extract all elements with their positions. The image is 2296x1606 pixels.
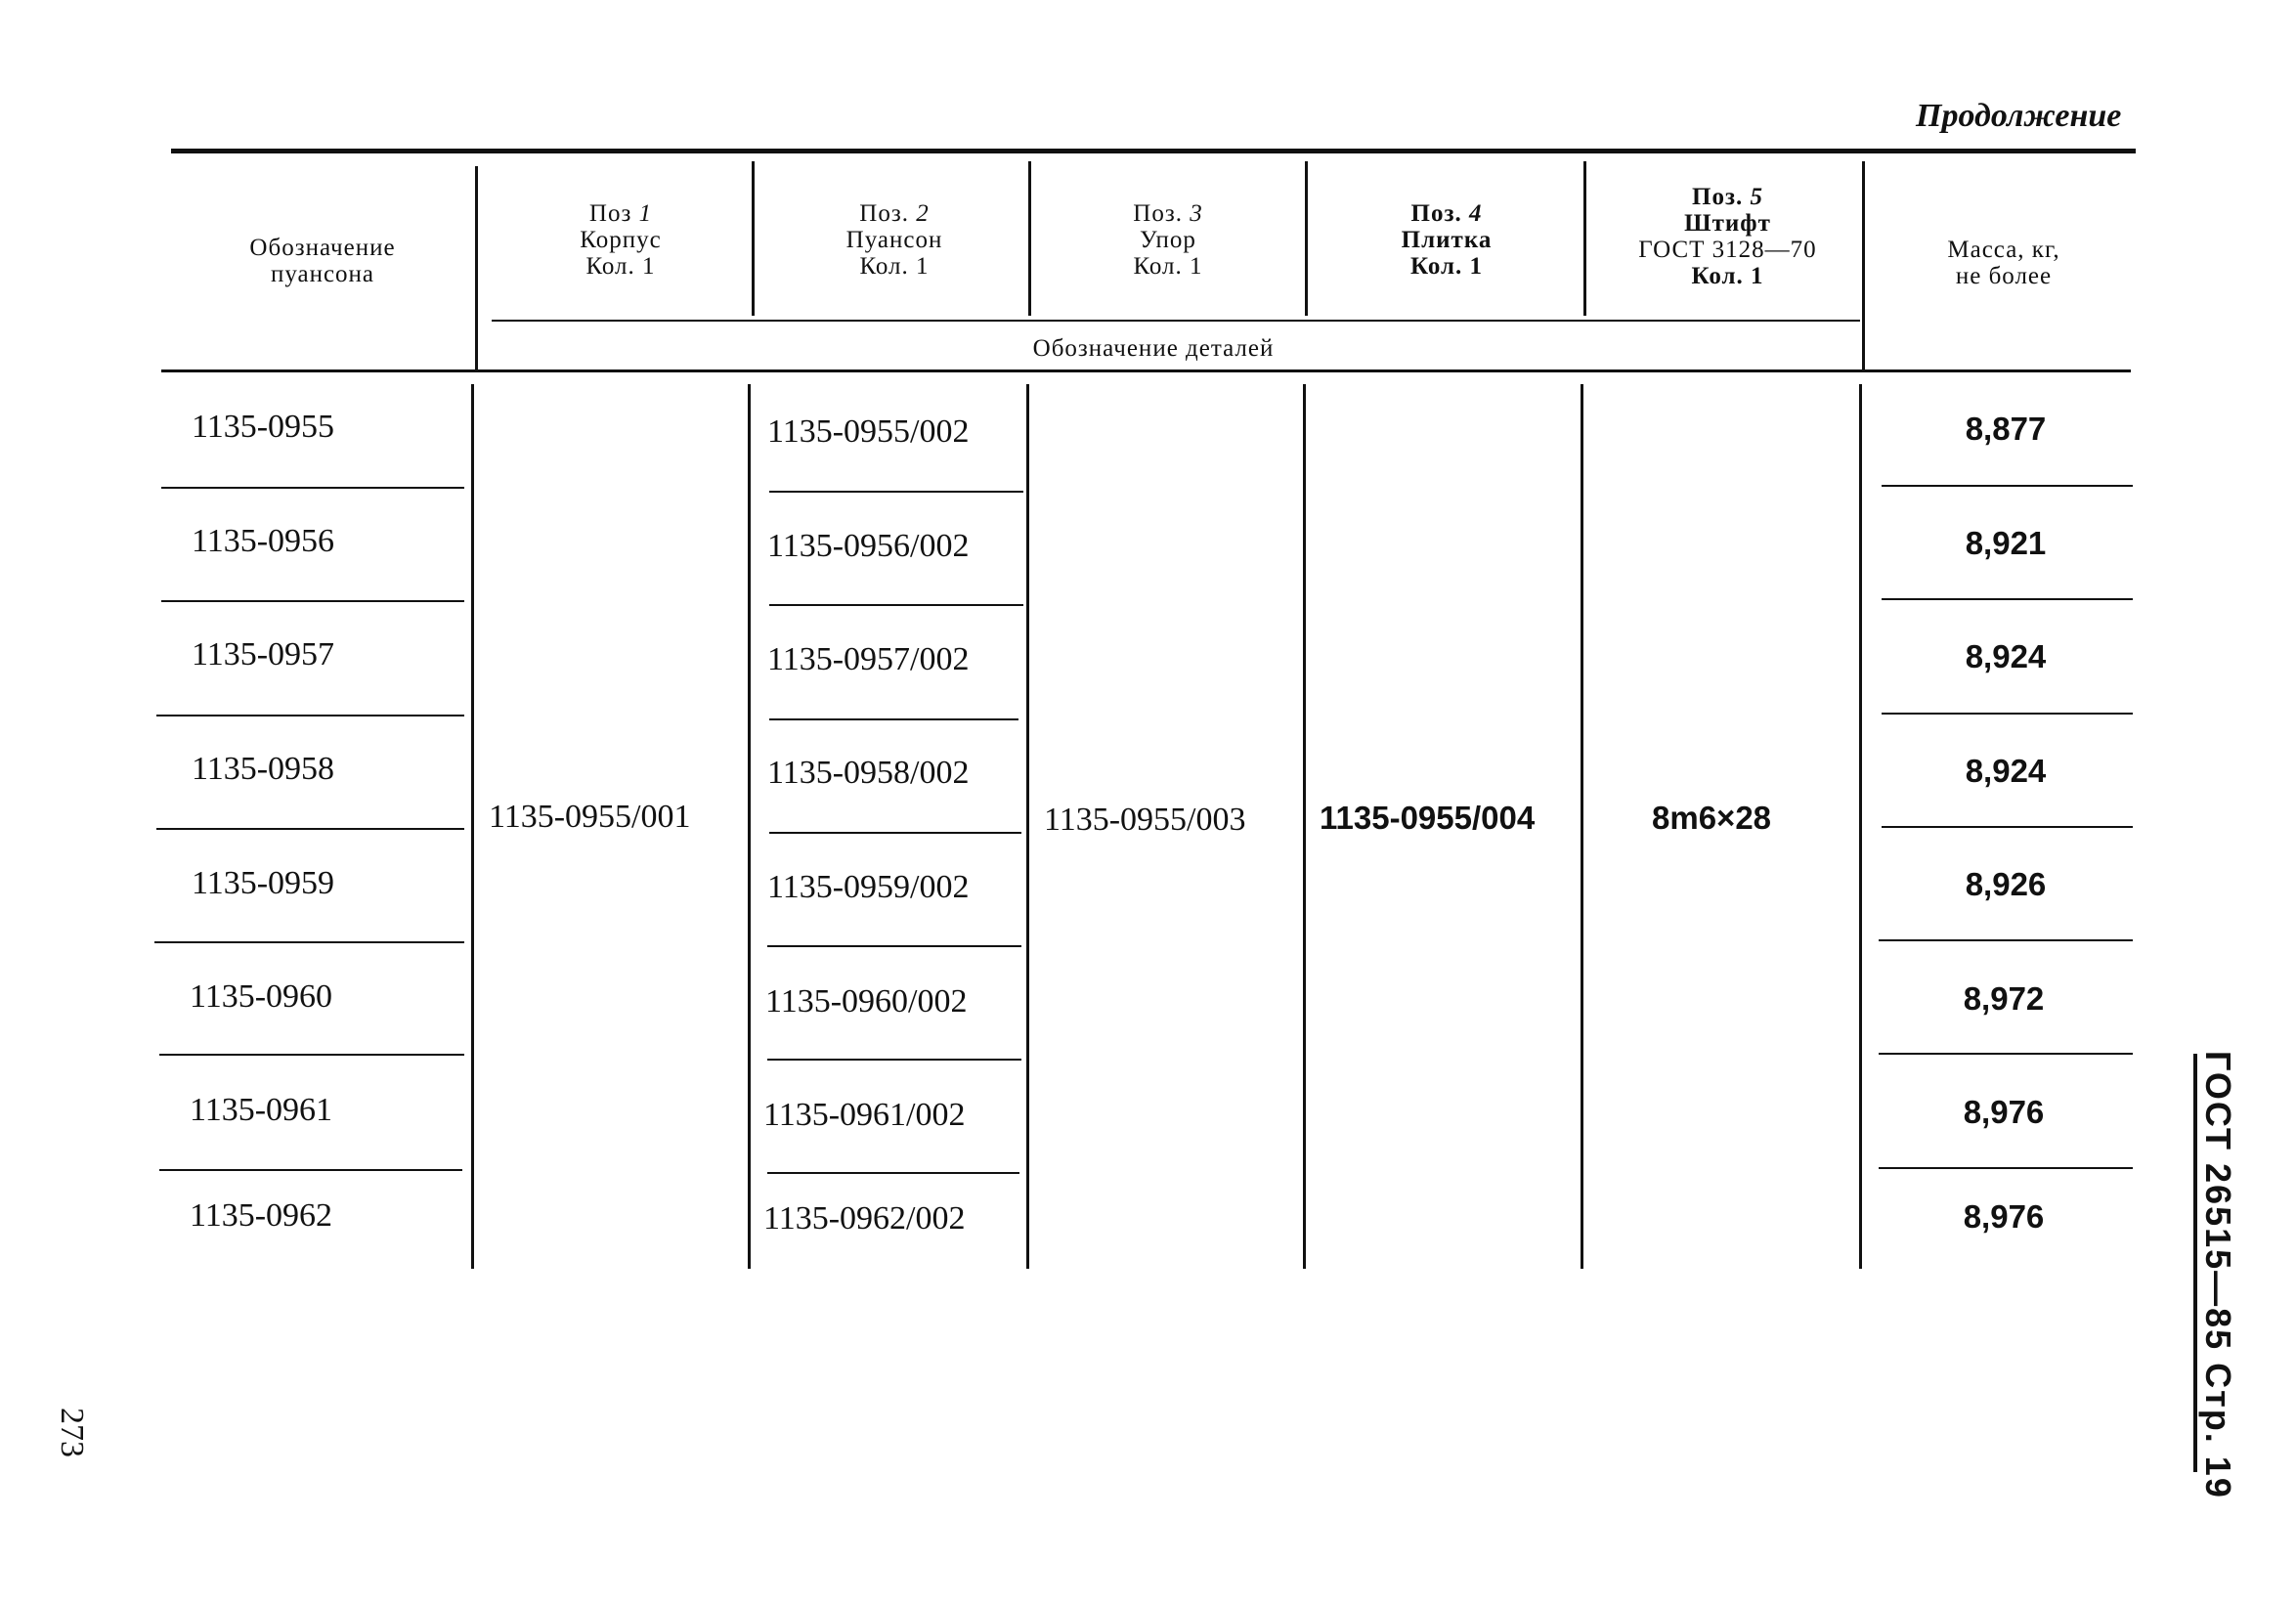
header-pos4 bbox=[1324, 200, 1569, 280]
header-divider-1 bbox=[475, 166, 478, 369]
body-divider-3 bbox=[1026, 384, 1029, 1269]
header-pos3 bbox=[1046, 200, 1290, 280]
header-designation-line1: Обозначение bbox=[249, 235, 396, 261]
punch-row-rule bbox=[156, 715, 464, 716]
punch-row-rule bbox=[159, 1169, 462, 1171]
punch-designation: 1135-0960 bbox=[190, 978, 333, 1015]
pos2-designation: 1135-0960/002 bbox=[765, 983, 968, 1020]
body-divider-5 bbox=[1581, 384, 1583, 1269]
header-designation-line2: пуансона bbox=[270, 261, 375, 287]
side-label-rule bbox=[2193, 1054, 2197, 1472]
header-mass-line2: не более bbox=[1955, 263, 2053, 289]
pos3-designation: 1135-0955/003 bbox=[1044, 802, 1246, 838]
pos2-designation: 1135-0955/002 bbox=[767, 413, 970, 450]
mass-value: 8,976 bbox=[1963, 1198, 2045, 1235]
punch-row-rule bbox=[156, 828, 464, 830]
header-pos1-name: Корпус bbox=[580, 227, 662, 253]
mass-value: 8,921 bbox=[1965, 525, 2047, 561]
header-pos4-qty: Кол. 1 bbox=[1409, 253, 1484, 280]
mass-row-rule bbox=[1879, 939, 2133, 941]
header-divider-5 bbox=[1583, 161, 1586, 316]
mass-row-rule bbox=[1879, 1167, 2133, 1169]
pos4-designation: 1135-0955/004 bbox=[1320, 800, 1536, 836]
pos2-row-rule bbox=[769, 832, 1021, 834]
header-pos5-title: Поз. 5 bbox=[1692, 184, 1763, 210]
pos2-designation: 1135-0956/002 bbox=[767, 528, 970, 564]
mass-value: 8,976 bbox=[1963, 1094, 2045, 1130]
mass-value: 8,926 bbox=[1965, 866, 2047, 902]
table-top-rule bbox=[171, 149, 2136, 153]
header-bottom-rule bbox=[161, 369, 2131, 372]
header-divider-4 bbox=[1305, 161, 1308, 316]
punch-row-rule bbox=[154, 941, 464, 943]
pos2-designation: 1135-0959/002 bbox=[767, 869, 970, 905]
header-divider-2 bbox=[752, 161, 755, 316]
header-pos4-title: Поз. 4 bbox=[1410, 200, 1483, 227]
side-standard-text: ГОСТ 26515—85 Стр. 19 bbox=[2198, 1051, 2238, 1499]
header-pos2-qty: Кол. 1 bbox=[859, 253, 930, 280]
pos2-row-rule bbox=[769, 604, 1023, 606]
pos1-designation: 1135-0955/001 bbox=[489, 799, 691, 835]
punch-designation: 1135-0955 bbox=[192, 409, 335, 445]
punch-designation: 1135-0957 bbox=[192, 636, 335, 673]
body-divider-1 bbox=[471, 384, 474, 1269]
mass-row-rule bbox=[1882, 826, 2133, 828]
mass-value: 8,972 bbox=[1963, 980, 2045, 1017]
header-pos1 bbox=[498, 200, 743, 280]
header-divider-3 bbox=[1028, 161, 1031, 316]
mass-row-rule bbox=[1882, 598, 2133, 600]
header-mass-line1: Масса, кг, bbox=[1947, 237, 2060, 263]
pos2-designation: 1135-0957/002 bbox=[767, 641, 970, 677]
punch-row-rule bbox=[161, 487, 464, 489]
header-pos1-qty: Кол. 1 bbox=[585, 253, 656, 280]
header-parts-designation: Обозначение деталей bbox=[1032, 335, 1275, 362]
header-designation bbox=[195, 235, 450, 287]
header-pos1-title: Поз 1 bbox=[588, 200, 653, 227]
positions-rule bbox=[492, 320, 1860, 322]
header-pos3-name: Упор bbox=[1140, 227, 1196, 253]
pos2-designation: 1135-0958/002 bbox=[767, 755, 970, 791]
side-standard-label bbox=[2189, 1051, 2248, 1499]
pos2-row-rule bbox=[767, 1172, 1019, 1174]
header-pos3-title: Поз. 3 bbox=[1133, 200, 1203, 227]
pos2-row-rule bbox=[769, 491, 1023, 493]
punch-designation: 1135-0961 bbox=[190, 1092, 333, 1128]
punch-designation: 1135-0962 bbox=[190, 1197, 333, 1234]
pos5-designation: 8m6×28 bbox=[1652, 800, 1772, 836]
header-pos2-title: Поз. 2 bbox=[859, 200, 930, 227]
mass-row-rule bbox=[1882, 713, 2133, 715]
body-divider-4 bbox=[1303, 384, 1306, 1269]
continuation-label: Продолжение bbox=[1916, 98, 2122, 134]
header-pos5-name: Штифт bbox=[1684, 210, 1771, 237]
header-divider-6 bbox=[1862, 161, 1865, 369]
pos2-row-rule bbox=[769, 718, 1018, 720]
header-pos5 bbox=[1603, 184, 1852, 289]
punch-row-rule bbox=[159, 1054, 464, 1056]
header-pos5-std: ГОСТ 3128—70 bbox=[1638, 237, 1817, 263]
header-pos5-qty: Кол. 1 bbox=[1691, 263, 1764, 289]
mass-value: 8,924 bbox=[1965, 638, 2047, 674]
mass-value: 8,924 bbox=[1965, 753, 2047, 789]
page-number: 273 bbox=[54, 1408, 90, 1457]
mass-row-rule bbox=[1879, 1053, 2133, 1055]
mass-row-rule bbox=[1882, 485, 2133, 487]
header-mass bbox=[1882, 237, 2126, 289]
punch-designation: 1135-0958 bbox=[192, 751, 335, 787]
pos2-row-rule bbox=[767, 945, 1021, 947]
body-divider-2 bbox=[748, 384, 751, 1269]
punch-designation: 1135-0956 bbox=[192, 523, 335, 559]
pos2-designation: 1135-0962/002 bbox=[763, 1200, 966, 1237]
header-pos3-qty: Кол. 1 bbox=[1133, 253, 1203, 280]
pos2-designation: 1135-0961/002 bbox=[763, 1097, 966, 1133]
header-pos4-name: Плитка bbox=[1401, 227, 1493, 253]
body-divider-6 bbox=[1859, 384, 1862, 1269]
header-pos2-name: Пуансон bbox=[845, 227, 943, 253]
mass-value: 8,877 bbox=[1965, 411, 2047, 447]
punch-row-rule bbox=[161, 600, 464, 602]
punch-designation: 1135-0959 bbox=[192, 865, 335, 901]
header-pos2 bbox=[772, 200, 1017, 280]
pos2-row-rule bbox=[767, 1059, 1021, 1061]
